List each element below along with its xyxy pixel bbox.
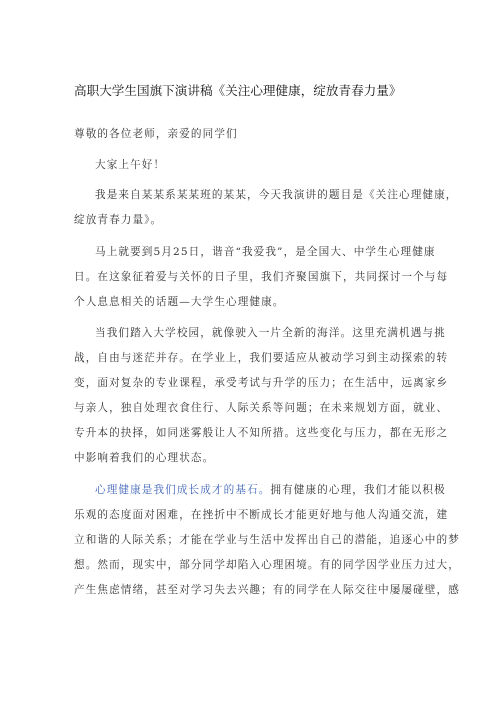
paragraph-line: 个人息息相关的话题—大学生心理健康。 [74,296,285,308]
paragraph-line: 中影响着我们的心理状态。 [74,452,215,464]
paragraph-line [95,482,446,497]
paragraph-line: 产生焦虑情绪，甚至对学习失去兴趣；有的同学在人际交往中屡屡碰壁，感 [74,584,460,596]
line-rest: 拥有健康的心理，我们才能以积极 [270,484,446,496]
paragraph-line: 我是来自某某系某某班的某某，今天我演讲的题目是《关注心理健康， [95,189,458,201]
paragraph-line: 乐观的态度面对困难，在挫折中不断成长才能更好地与他人沟通交流，建 [74,509,449,521]
highlighted-sentence: 心理健康是我们成长成才的基石。 [95,484,271,496]
paragraph-line: 专升本的抉择，如同迷雾般让人不知所措。这些变化与压力，都在无形之 [74,427,449,439]
speech-title: 高职大学生国旗下演讲稿《关注心理健康，绽放青春力量》 [74,83,402,98]
paragraph-line: 绽放青春力量》。 [74,214,163,226]
paragraph-line: 马上就要到5月25日，谐音“我爱我”，是全国大、中学生心理健康 [95,246,436,258]
paragraph-line: 日。在这象征着爱与关怀的日子里，我们齐聚国旗下，共同探讨一个与每 [74,271,449,283]
paragraph-line: 立和谐的人际关系；才能在学业与生活中发挥出自己的潜能，追逐心中的梦 [74,534,460,546]
paragraph-line: 当我们踏入大学校园，就像驶入一片全新的海洋。这里充满机遇与挑 [95,327,446,339]
paragraph-line: 战，自由与迷茫并存。在学业上，我们要适应从被动学习到主动探索的转 [74,352,449,364]
greeting: 大家上午好！ [95,159,166,171]
salutation: 尊敬的各位老师，亲爱的同学们 [74,128,238,140]
paragraph-line: 想。然而，现实中，部分同学却陷入心理困境。有的同学因学业压力过大， [74,559,460,571]
paragraph-line: 与亲人，独自处理衣食住行、人际关系等问题；在未来规划方面，就业、 [74,402,449,414]
paragraph-line: 变，面对复杂的专业课程，承受考试与升学的压力；在生活中，远离家乡 [74,377,449,389]
